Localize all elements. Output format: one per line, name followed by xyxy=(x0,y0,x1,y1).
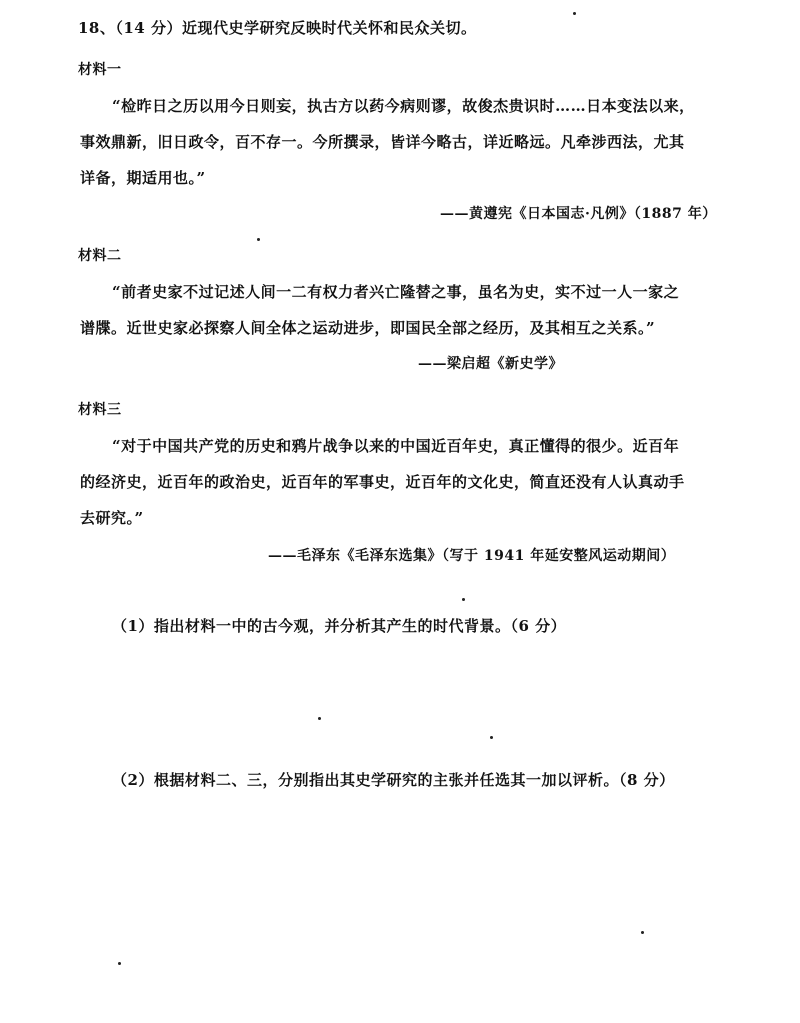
material-2-line-2: 谱牒。近世史家必探察人间全体之运动进步，即国民全部之经历，及其相互之关系。” xyxy=(80,319,656,337)
scan-speck xyxy=(257,238,260,241)
material-3-source: ——毛泽东《毛泽东选集》（写于 1941 年延安整风运动期间） xyxy=(268,548,676,564)
scan-speck xyxy=(318,717,321,720)
question-number: 18、 xyxy=(78,19,116,37)
question-title: 近现代史学研究反映时代关怀和民众关切。 xyxy=(181,19,477,37)
material-1-line-3: 详备，期适用也。” xyxy=(80,169,206,187)
scan-speck xyxy=(490,736,493,739)
material-3-label: 材料三 xyxy=(78,402,122,418)
scan-speck xyxy=(573,12,576,15)
material-1-label: 材料一 xyxy=(78,62,122,78)
question-heading xyxy=(78,18,477,38)
subquestion-2: （2）根据材料二、三，分别指出其史学研究的主张并任选其一加以评析。（8 分） xyxy=(112,771,675,789)
material-1-line-2: 事效鼎新，旧日政令，百不存一。今所撰录，皆详今略古，详近略远。凡牵涉西法，尤其 xyxy=(80,133,685,151)
subquestion-1: （1）指出材料一中的古今观，并分析其产生的时代背景。（6 分） xyxy=(112,617,567,635)
material-3-line-3: 去研究。” xyxy=(80,509,144,527)
material-2-source: ——梁启超《新史学》 xyxy=(418,356,563,372)
scan-speck xyxy=(462,598,465,601)
material-2-line-1: “前者史家不过记述人间一二有权力者兴亡隆替之事，虽名为史，实不过一人一家之 xyxy=(112,283,680,301)
material-2-label: 材料二 xyxy=(78,248,122,264)
material-1-line-1: “检昨日之历以用今日则妄，执古方以药今病则谬，故俊杰贵识时……日本变法以来， xyxy=(112,97,695,115)
material-3-line-1: “对于中国共产党的历史和鸦片战争以来的中国近百年史，真正懂得的很少。近百年 xyxy=(112,437,680,455)
scan-speck xyxy=(641,931,644,934)
material-3-line-2: 的经济史，近百年的政治史，近百年的军事史，近百年的文化史，简直还没有人认真动手 xyxy=(80,473,685,491)
scan-speck xyxy=(118,962,121,965)
material-1-source: ——黄遵宪《日本国志·凡例》（1887 年） xyxy=(440,206,717,222)
question-score: （14 分） xyxy=(115,19,182,37)
